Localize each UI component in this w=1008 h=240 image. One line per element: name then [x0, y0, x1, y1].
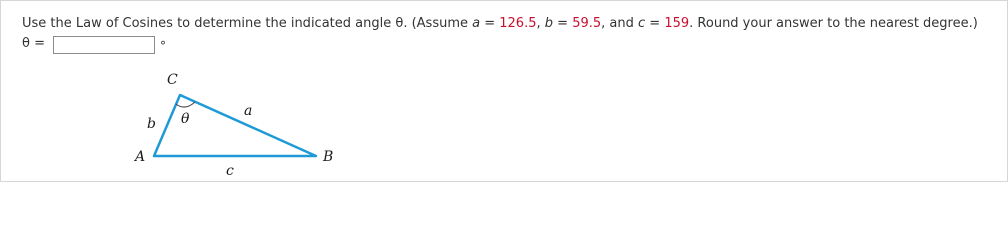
given-b-value: 59.5 [572, 16, 602, 31]
angle-theta-label: θ [181, 111, 190, 127]
eq-b: = [553, 16, 573, 31]
sep-1: , [536, 16, 545, 31]
angle-arc [176, 102, 195, 107]
given-c-value: 159 [664, 16, 690, 31]
eq-c: = [645, 16, 665, 31]
var-c: c [638, 16, 646, 31]
given-a-value: 126.5 [499, 16, 537, 31]
var-a: a [472, 16, 481, 31]
degree-unit: ° [160, 39, 166, 53]
question-outro: . Round your answer to the nearest degree.) [689, 16, 978, 31]
eq-a: = [480, 16, 500, 31]
answer-label: θ = [22, 36, 45, 51]
vertex-c-label: C [167, 72, 178, 88]
sep-2: , and [601, 16, 638, 31]
triangle-diagram [1, 1, 1007, 181]
side-a-label: a [244, 103, 253, 119]
question-assume: . (Assume [403, 16, 473, 31]
side-b-label: b [147, 116, 156, 132]
var-b: b [544, 16, 554, 31]
theta-symbol: θ [395, 16, 404, 31]
vertex-a-label: A [135, 149, 146, 165]
vertex-b-label: B [323, 149, 334, 165]
triangle-shape [154, 95, 316, 156]
side-c-label: c [226, 163, 234, 179]
question-intro: Use the Law of Cosines to determine the indicated angle [22, 16, 396, 31]
